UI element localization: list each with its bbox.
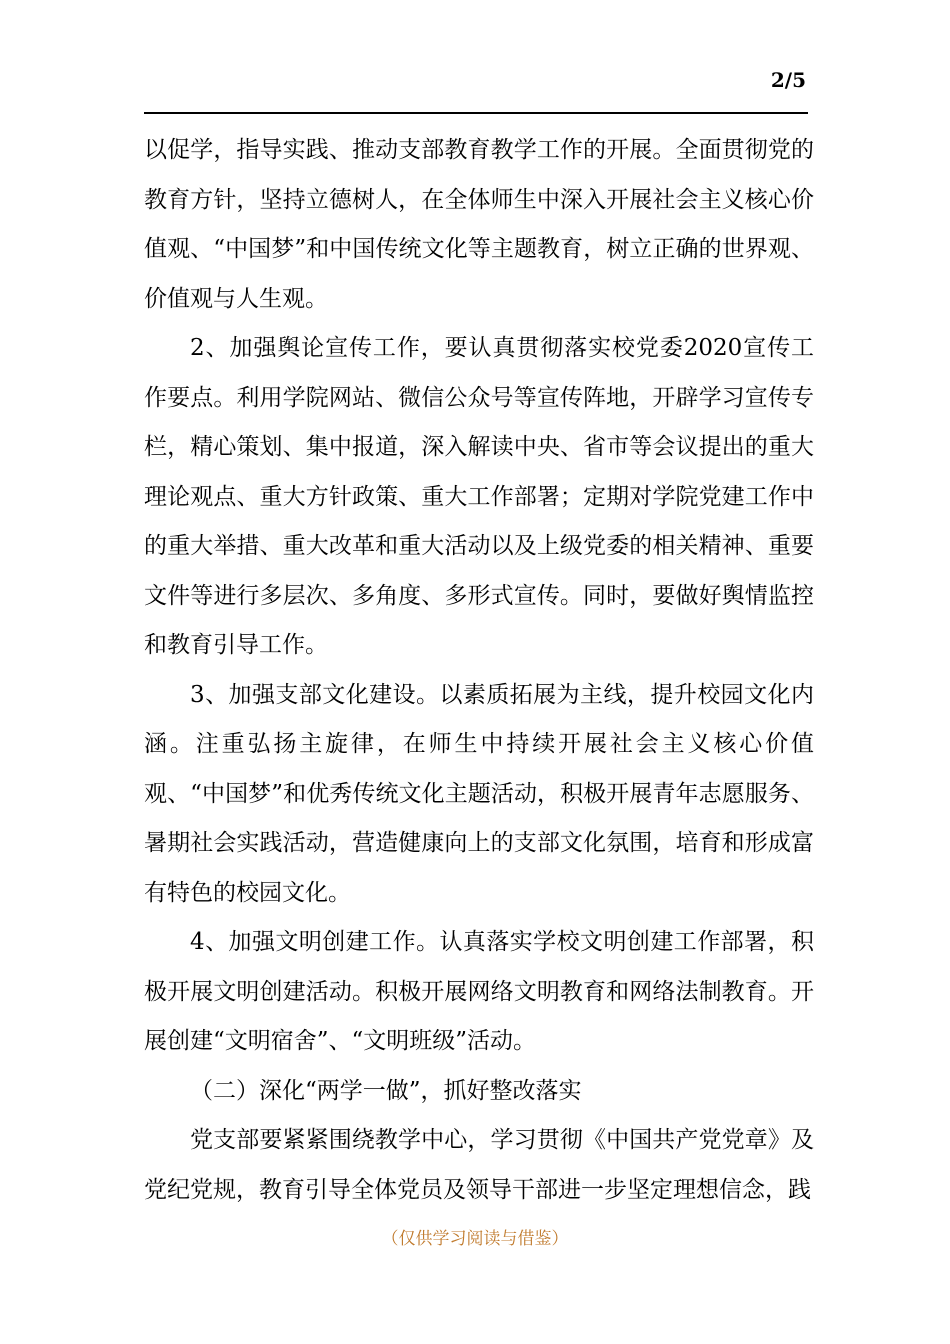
section-heading: （二）深化“两学一做”，抓好整改落实 — [190, 1077, 582, 1104]
paragraph-continuation: 以促学，指导实践、推动支部教育教学工作的开展。全面贯彻党的教育方针，坚持立德树人，在全体师生中深入开展社会主义核心价值观、“中国梦”和中国传统文化等主题教育，树立正确的世界观、价值观与人生观。 — [144, 137, 814, 312]
paragraph-party-branch: 党支部要紧紧围绕教学中心，学习贯彻《中国共产党党章》及党纪党规，教育引导全体党员及领导干部进一步坚定理想信念，践 — [144, 1127, 814, 1203]
paragraph-civilization: 4、加强文明创建工作。认真落实学校文明创建工作部署，积极开展文明创建活动。积极开展网络文明教育和网络法制教育。开展创建“文明宿舍”、“文明班级”活动。 — [144, 929, 814, 1054]
paragraph-publicity: 2、加强舆论宣传工作，要认真贯彻落实校党委2020宣传工作要点。利用学院网站、微信公众号等宣传阵地，开辟学习宣传专栏，精心策划、集中报道，深入解读中央、省市等会议提出的重大理论观点、重大方针政策、重大工作部署；定期对学院党建工作中的重大举措、重大改革和重大活动以及上级党委的相关精神、重要文件等进行多层次、多角度、多形式宣传。同时，要做好舆情监控和教育引导工作。 — [144, 335, 814, 658]
footer-note: （仅供学习阅读与借鉴） — [381, 1229, 569, 1249]
paragraph-culture: 3、加强支部文化建设。以素质拓展为主线，提升校园文化内涵。注重弘扬主旋律，在师生中持续开展社会主义核心价值观、“中国梦”和优秀传统文化主题活动，积极开展青年志愿服务、暑期社会实践活动，营造健康向上的支部文化氛围，培育和形成富有特色的校园文化。 — [144, 681, 814, 906]
header-divider — [144, 112, 808, 114]
document-body — [144, 126, 814, 1215]
page-number: 2/5 — [770, 68, 806, 92]
